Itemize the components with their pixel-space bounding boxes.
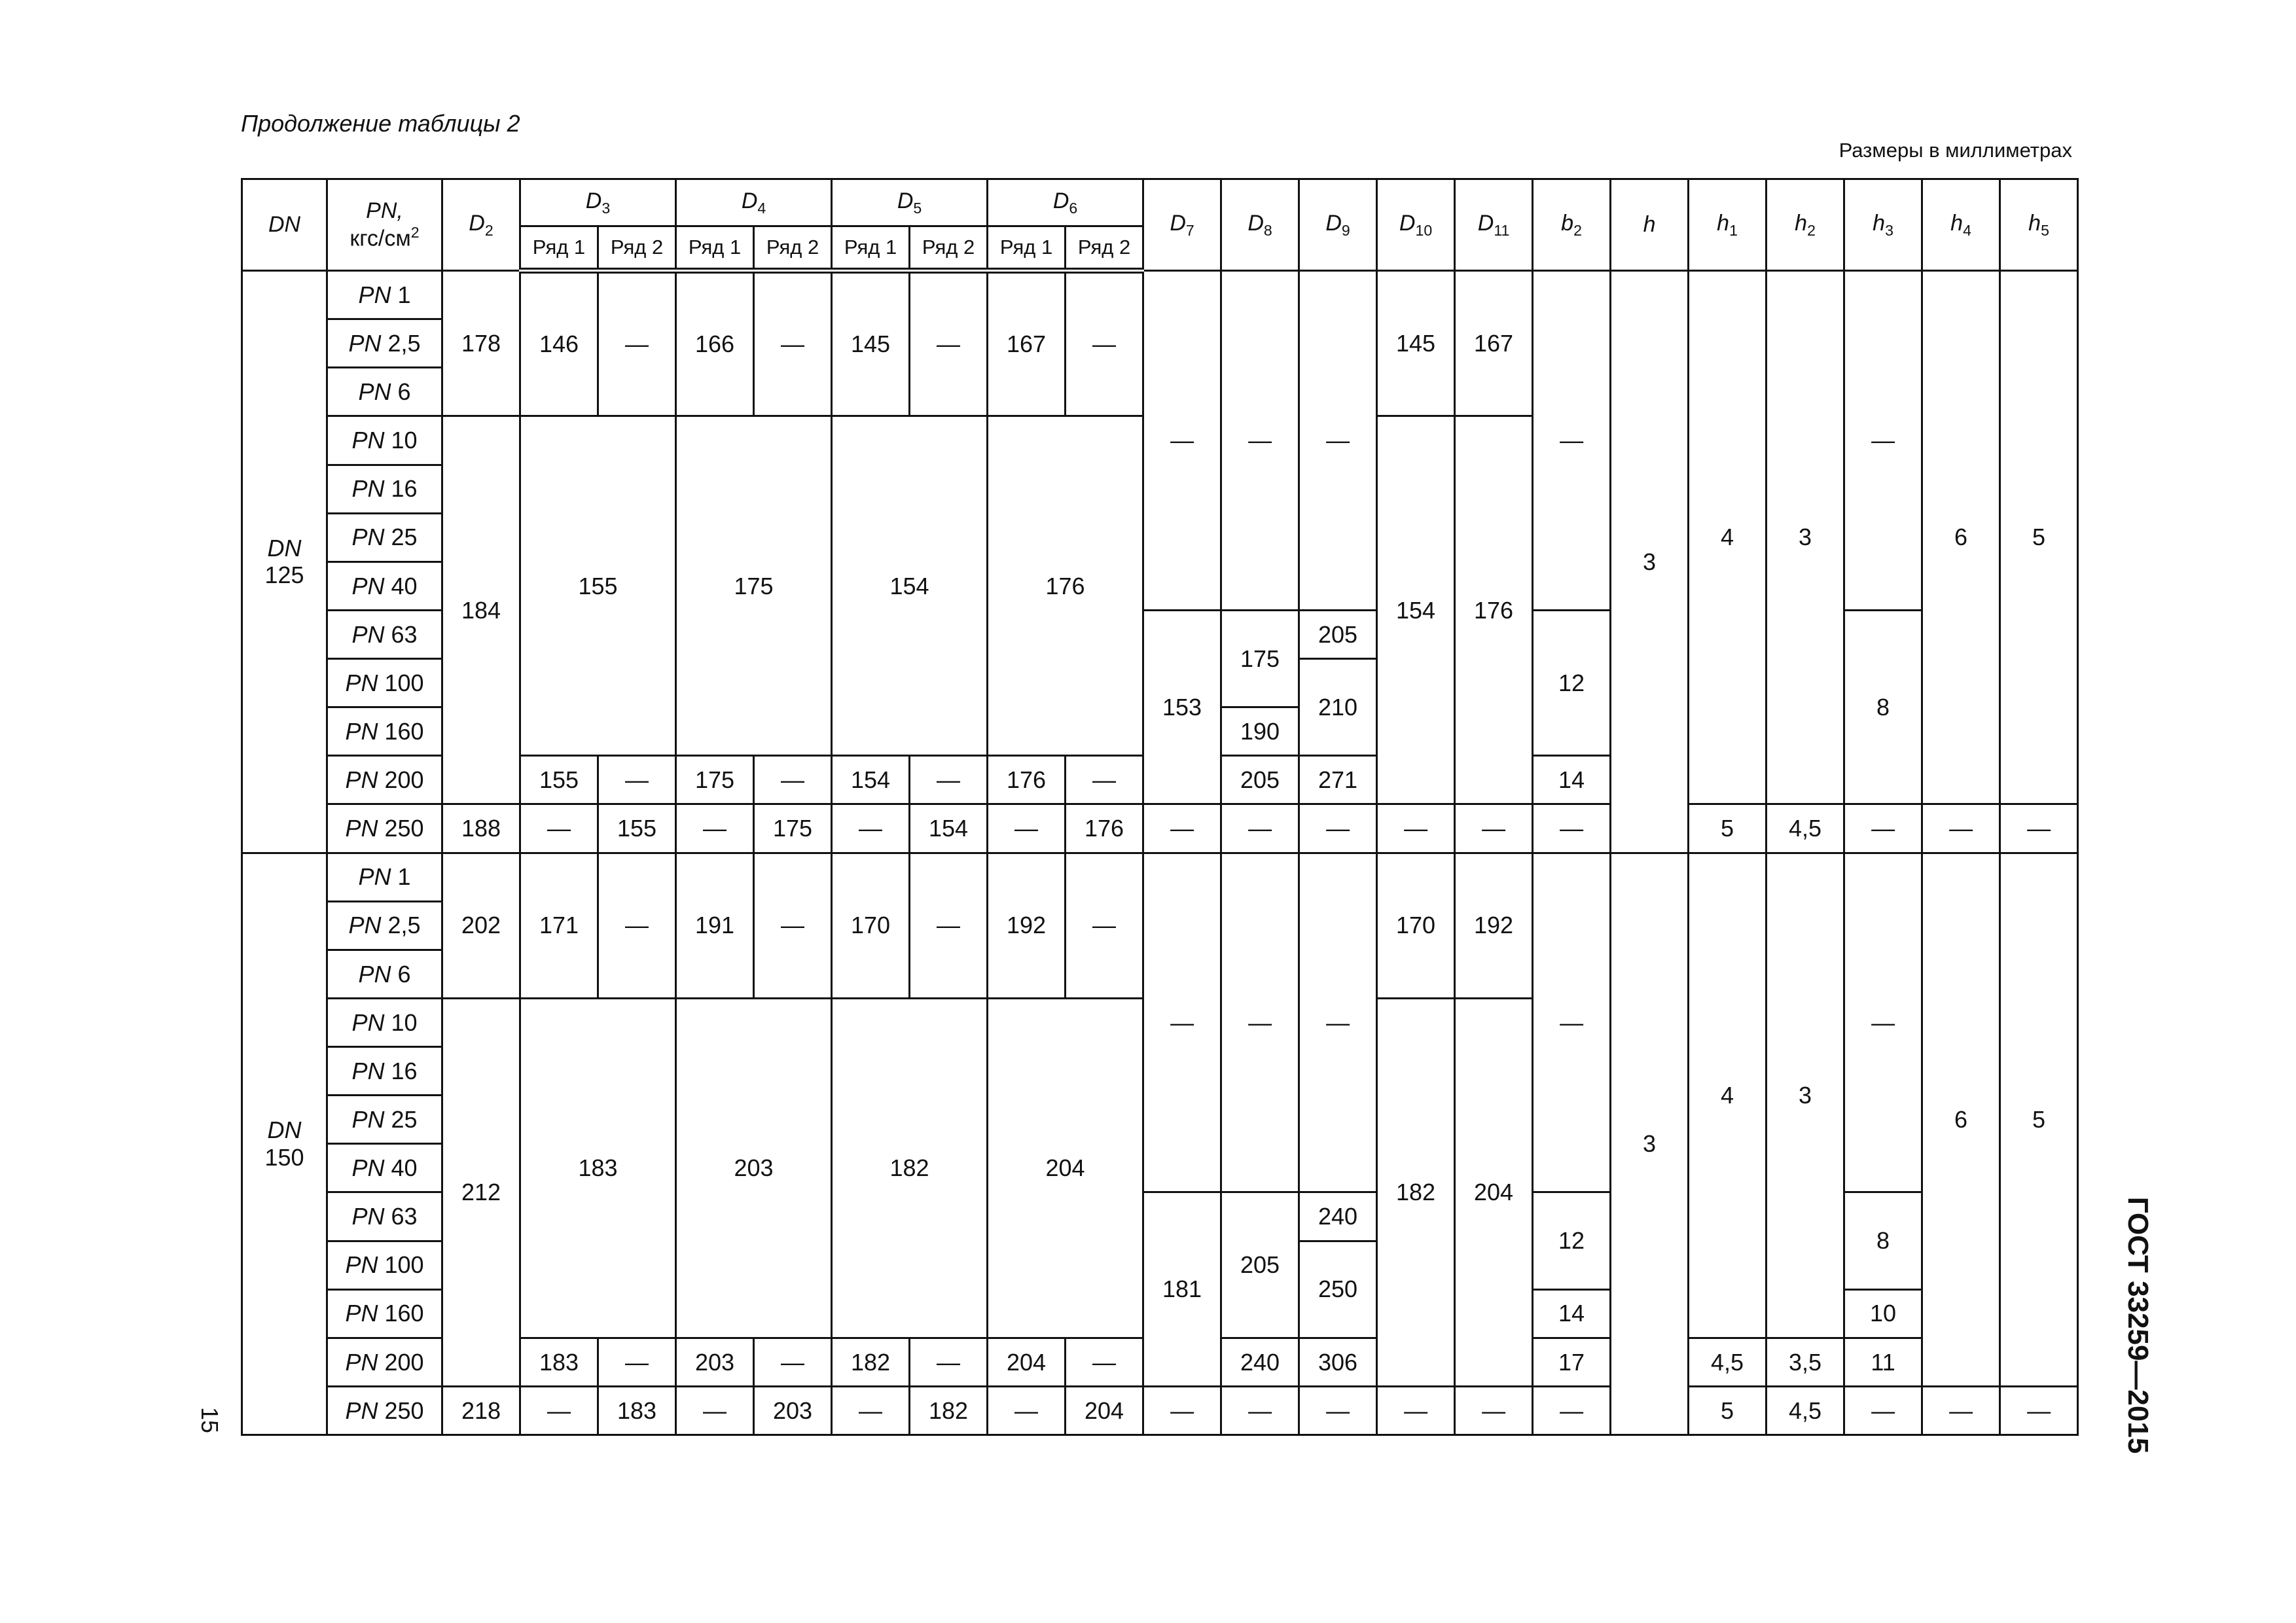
d5-cell: 154 — [832, 416, 988, 756]
pn-cell: PN 63 — [327, 1192, 442, 1241]
dash-cell: — — [520, 804, 598, 853]
pn-cell: PN 25 — [327, 513, 442, 562]
pn-cell: PN 16 — [327, 1047, 442, 1096]
d8-cell: 205 — [1221, 756, 1299, 804]
d6-r1-cell: 176 — [988, 756, 1066, 804]
d6-r1-cell: 192 — [988, 853, 1066, 998]
d11-cell: 192 — [1455, 853, 1533, 998]
dash-cell: — — [1455, 1386, 1533, 1435]
header-col — [442, 179, 520, 271]
d7-cell: 181 — [1143, 1192, 1221, 1387]
header-row1: Ряд 1 — [832, 226, 910, 271]
header-symbol: h — [1950, 210, 1964, 236]
header-row2: Ряд 2 — [754, 226, 832, 271]
header-col — [2000, 179, 2078, 271]
h3-cell: — — [1844, 271, 1922, 611]
d11-cell: 204 — [1455, 998, 1533, 1386]
pn-cell: PN 250 — [327, 804, 442, 853]
dash-cell: — — [988, 804, 1066, 853]
h1-cell: 4,5 — [1689, 1338, 1767, 1386]
d10-cell: 182 — [1377, 998, 1455, 1386]
header-symbol: D — [469, 210, 485, 236]
d8-cell: 205 — [1221, 1192, 1299, 1338]
d7-cell: 153 — [1143, 610, 1221, 804]
dash-cell: — — [1299, 1386, 1377, 1435]
header-symbol: h — [1873, 210, 1886, 236]
header-col — [1377, 179, 1455, 271]
standard-label-text: ГОСТ 33259—2015 — [2122, 1196, 2154, 1454]
dash-cell: — — [1377, 1386, 1455, 1435]
header-subscript: 1 — [1729, 221, 1738, 239]
header-subscript: 10 — [1415, 221, 1433, 239]
dimensions-table — [241, 178, 2296, 1436]
header-col — [520, 179, 676, 226]
h4-cell: 6 — [1922, 853, 2000, 1386]
b2-cell: 14 — [1533, 756, 1611, 804]
d4-cell: 175 — [676, 416, 832, 756]
dash-cell: — — [2000, 1386, 2078, 1435]
d6-cell: 176 — [988, 416, 1143, 756]
b2-cell: 12 — [1533, 610, 1611, 755]
header-subscript: 4 — [757, 199, 766, 217]
pn-cell: PN 160 — [327, 707, 442, 756]
header-col — [832, 179, 988, 226]
d6-r2-cell: 176 — [1066, 804, 1143, 853]
dash-cell: — — [832, 804, 910, 853]
header-subscript: 3 — [601, 199, 611, 217]
header-symbol: D — [585, 188, 602, 213]
pn-cell: PN 25 — [327, 1096, 442, 1144]
pn-cell: PN 100 — [327, 659, 442, 707]
header-symbol: D — [1325, 210, 1342, 236]
h4-cell: 6 — [1922, 271, 2000, 804]
dash-cell: — — [1143, 1386, 1221, 1435]
d9-cell: 271 — [1299, 756, 1377, 804]
b2-cell: 17 — [1533, 1338, 1611, 1386]
d2-cell: 212 — [442, 998, 520, 1386]
d8-cell: 175 — [1221, 610, 1299, 707]
header-subscript: 8 — [1263, 221, 1272, 239]
dash-cell: — — [1922, 1386, 2000, 1435]
d2-cell: 202 — [442, 853, 520, 998]
h5-cell: 5 — [2000, 853, 2078, 1386]
header-subscript: 6 — [1069, 199, 1078, 217]
h2-cell: 4,5 — [1767, 1386, 1844, 1435]
dash-cell: — — [676, 804, 754, 853]
header-subscript: 3 — [1885, 221, 1893, 239]
d3-cell: 183 — [520, 998, 676, 1338]
dash-cell: — — [676, 1386, 754, 1435]
dn-cell: DN 150 — [242, 853, 327, 1435]
dash-cell: — — [1066, 853, 1143, 998]
d11-cell: 176 — [1455, 416, 1533, 804]
dash-cell: — — [910, 853, 988, 998]
dash-cell: — — [910, 271, 988, 416]
page-number — [190, 1394, 229, 1446]
h2-cell: 3,5 — [1767, 1338, 1844, 1386]
pn-cell: PN 6 — [327, 950, 442, 998]
pn-cell: PN 40 — [327, 1144, 442, 1192]
h3-cell: 8 — [1844, 1192, 1922, 1289]
dash-cell: — — [2000, 804, 2078, 853]
d5-r1-cell: 154 — [832, 756, 910, 804]
header-col — [1767, 179, 1844, 271]
d10-cell: 145 — [1377, 271, 1455, 416]
d5-r1-cell: 145 — [832, 271, 910, 416]
d3-r1-cell: 171 — [520, 853, 598, 998]
header-symbol: D — [741, 188, 758, 213]
d3-r1-cell: 146 — [520, 271, 598, 416]
header-subscript: 2 — [484, 221, 493, 239]
header-col — [1689, 179, 1767, 271]
d3-cell: 155 — [520, 416, 676, 756]
h1-cell: 5 — [1689, 804, 1767, 853]
dash-cell: — — [1922, 804, 2000, 853]
header-col — [1455, 179, 1533, 271]
dash-cell: — — [1844, 1386, 1922, 1435]
dash-cell: — — [598, 756, 676, 804]
header-subscript: 2 — [1573, 221, 1582, 239]
header-symbol: h — [2028, 210, 2041, 236]
dash-cell: — — [910, 1338, 988, 1386]
dash-cell: — — [754, 756, 832, 804]
group-dn125 — [242, 271, 2296, 853]
d4-r1-cell: 203 — [676, 1338, 754, 1386]
d3-r1-cell: 183 — [520, 1338, 598, 1386]
h1-cell: 5 — [1689, 1386, 1767, 1435]
table-caption: Продолжение таблицы 2 — [241, 110, 520, 137]
h3-cell: 11 — [1844, 1338, 1922, 1386]
header-symbol: b — [1561, 210, 1574, 236]
header-subscript: 4 — [1963, 221, 1971, 239]
d2-cell: 178 — [442, 271, 520, 416]
header-symbol: D — [1399, 210, 1416, 236]
header-row1: Ряд 1 — [988, 226, 1066, 271]
dn-cell: DN 125 — [242, 271, 327, 853]
d9-cell: 205 — [1299, 610, 1377, 658]
d9-cell: — — [1299, 853, 1377, 1192]
dash-cell: — — [1066, 271, 1143, 416]
pn-cell: PN 16 — [327, 465, 442, 513]
header-col — [1844, 179, 1922, 271]
dash-cell: — — [1844, 804, 1922, 853]
dash-cell: — — [1533, 804, 1611, 853]
d5-cell: 182 — [832, 998, 988, 1338]
dash-cell: — — [598, 271, 676, 416]
header-subscript: 5 — [2041, 221, 2049, 239]
header-col — [1221, 179, 1299, 271]
b2-cell: 14 — [1533, 1289, 1611, 1338]
dash-cell: — — [988, 1386, 1066, 1435]
pn-cell: PN 200 — [327, 1338, 442, 1386]
pn-cell: PN 6 — [327, 368, 442, 416]
b2-cell: — — [1533, 853, 1611, 1192]
d10-cell: 170 — [1377, 853, 1455, 998]
h2-cell: 3 — [1767, 271, 1844, 804]
d7-cell: — — [1143, 271, 1221, 611]
dash-cell: — — [1221, 1386, 1299, 1435]
header-subscript: 2 — [1807, 221, 1816, 239]
d9-cell: — — [1299, 271, 1377, 611]
d9-cell: 210 — [1299, 659, 1377, 756]
b2-cell: — — [1533, 271, 1611, 611]
h-cell: 3 — [1611, 853, 1689, 1435]
header-symbol: D — [1052, 188, 1069, 213]
d4-r1-cell: 191 — [676, 853, 754, 998]
pn-cell: PN 250 — [327, 1386, 442, 1435]
dash-cell: — — [598, 1338, 676, 1386]
pn-cell: PN 100 — [327, 1241, 442, 1289]
dash-cell: — — [754, 853, 832, 998]
pn-cell: PN 10 — [327, 416, 442, 465]
d3-r2-cell: 183 — [598, 1386, 676, 1435]
d4-r1-cell: 175 — [676, 756, 754, 804]
h-cell: 3 — [1611, 271, 1689, 853]
dash-cell: — — [1221, 804, 1299, 853]
header-subscript: 5 — [913, 199, 922, 217]
dash-cell: — — [1299, 804, 1377, 853]
dash-cell: — — [910, 756, 988, 804]
header-col — [1299, 179, 1377, 271]
h3-cell: — — [1844, 853, 1922, 1192]
d6-r1-cell: 167 — [988, 271, 1066, 416]
d6-cell: 204 — [988, 998, 1143, 1338]
h2-cell: 3 — [1767, 853, 1844, 1338]
header-symbol: D — [1170, 210, 1186, 236]
d7-cell: — — [1143, 853, 1221, 1192]
table-header — [242, 179, 2296, 271]
header-col — [1533, 179, 1611, 271]
d3-r1-cell: 155 — [520, 756, 598, 804]
h3-cell: 10 — [1844, 1289, 1922, 1338]
d5-r1-cell: 182 — [832, 1338, 910, 1386]
header-symbol: h — [1795, 210, 1808, 236]
h3-cell: 8 — [1844, 610, 1922, 804]
header-symbol: h — [1717, 210, 1730, 236]
d5-r2-cell: 154 — [910, 804, 988, 853]
d2-cell: 184 — [442, 416, 520, 804]
dash-cell: — — [754, 271, 832, 416]
header-col — [1922, 179, 2000, 271]
header-row1: Ряд 1 — [676, 226, 754, 271]
d9-cell: 306 — [1299, 1338, 1377, 1386]
d10-cell: 154 — [1377, 416, 1455, 804]
pn-cell: PN 2,5 — [327, 319, 442, 368]
d6-r2-cell: 204 — [1066, 1386, 1143, 1435]
header-symbol: D — [897, 188, 914, 213]
dash-cell: — — [1455, 804, 1533, 853]
pn-cell: PN 40 — [327, 562, 442, 610]
h1-cell: 4 — [1689, 271, 1767, 804]
dash-cell: — — [598, 853, 676, 998]
pn-cell: PN 1 — [327, 271, 442, 319]
header-symbol: h — [1643, 211, 1656, 237]
d11-cell: 167 — [1455, 271, 1533, 416]
h1-cell: 4 — [1689, 853, 1767, 1338]
header-row2: Ряд 2 — [598, 226, 676, 271]
header-col — [676, 179, 832, 226]
page-number-text: 15 — [196, 1406, 223, 1434]
d8-cell: 240 — [1221, 1338, 1299, 1386]
header-row2: Ряд 2 — [1066, 226, 1143, 271]
dash-cell: — — [1066, 1338, 1143, 1386]
d4-r1-cell: 166 — [676, 271, 754, 416]
b2-cell: 12 — [1533, 1192, 1611, 1289]
d9-cell: 240 — [1299, 1192, 1377, 1241]
d5-r1-cell: 170 — [832, 853, 910, 998]
d6-r1-cell: 204 — [988, 1338, 1066, 1386]
header-dn: DN — [242, 179, 327, 271]
h5-cell: 5 — [2000, 271, 2078, 804]
dash-cell: — — [1533, 1386, 1611, 1435]
d2-cell: 188 — [442, 804, 520, 853]
h2-cell: 4,5 — [1767, 804, 1844, 853]
dash-cell: — — [1143, 804, 1221, 853]
d4-cell: 203 — [676, 998, 832, 1338]
d4-r2-cell: 175 — [754, 804, 832, 853]
pn-cell: PN 160 — [327, 1289, 442, 1338]
header-subscript: 9 — [1341, 221, 1350, 239]
header-col — [988, 179, 1143, 226]
d2-cell: 218 — [442, 1386, 520, 1435]
d5-r2-cell: 182 — [910, 1386, 988, 1435]
d8-cell: — — [1221, 853, 1299, 1192]
d8-cell: 190 — [1221, 707, 1299, 756]
pn-cell: PN 1 — [327, 853, 442, 901]
header-subscript: 7 — [1185, 221, 1194, 239]
dash-cell: — — [1066, 756, 1143, 804]
header-subscript: 11 — [1494, 221, 1510, 239]
d4-r2-cell: 203 — [754, 1386, 832, 1435]
d8-cell: — — [1221, 271, 1299, 611]
dash-cell: — — [1377, 804, 1455, 853]
header-symbol: D — [1247, 210, 1264, 236]
units-note: Размеры в миллиметрах — [1839, 139, 2072, 162]
dash-cell: — — [754, 1338, 832, 1386]
pn-cell: PN 2,5 — [327, 901, 442, 950]
dash-cell: — — [832, 1386, 910, 1435]
d9-cell: 250 — [1299, 1241, 1377, 1338]
header-pn: PN, кгс/$см^2$ — [327, 179, 442, 271]
header-symbol: D — [1477, 210, 1494, 236]
header-row1: Ряд 1 — [520, 226, 598, 271]
d3-r2-cell: 155 — [598, 804, 676, 853]
header-col — [1143, 179, 1221, 271]
header-col — [1611, 179, 1689, 271]
pn-cell: PN 10 — [327, 998, 442, 1046]
dash-cell: — — [520, 1386, 598, 1435]
group-dn150 — [242, 853, 2296, 1435]
pn-cell: PN 200 — [327, 756, 442, 804]
pn-cell: PN 63 — [327, 610, 442, 658]
header-row2: Ряд 2 — [910, 226, 988, 271]
